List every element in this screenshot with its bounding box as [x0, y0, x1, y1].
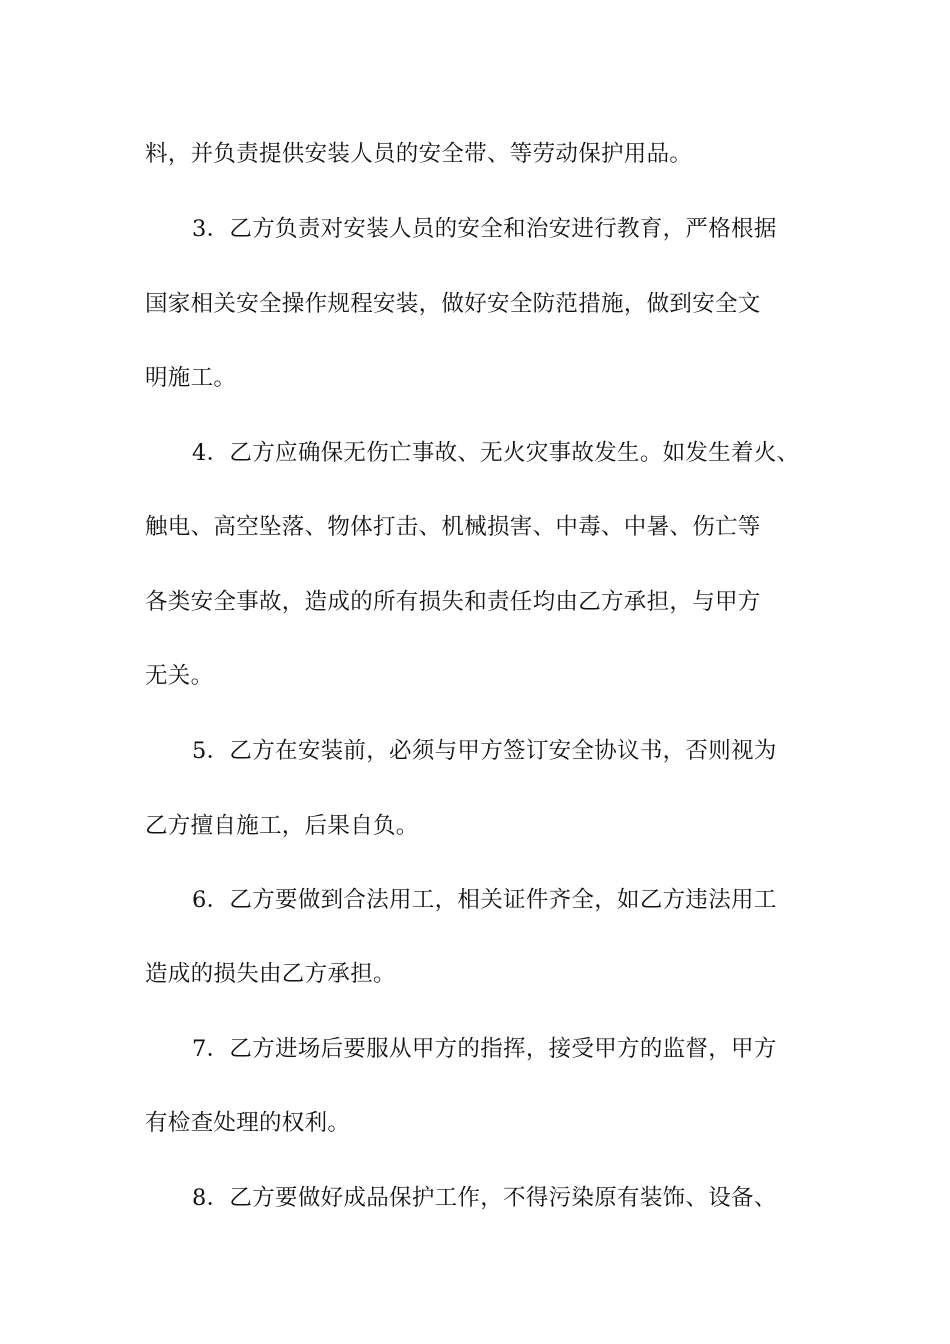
paragraph-line: 触电、高空坠落、物体打击、机械损害、中毒、中暑、伤亡等: [145, 514, 761, 540]
paragraph-line: 乙方擅自施工，后果自负。: [145, 813, 419, 839]
paragraph-line: 国家相关安全操作规程安装，做好安全防范措施，做到安全文: [145, 291, 761, 317]
paragraph-line: 6．乙方要做到合法用工，相关证件齐全，如乙方违法用工: [192, 887, 777, 913]
paragraph-line: 有检查处理的权利。: [145, 1110, 351, 1136]
paragraph-line: 各类安全事故，造成的所有损失和责任均由乙方承担，与甲方: [145, 589, 761, 615]
paragraph-line: 明施工。: [145, 365, 237, 391]
paragraph-line: 7．乙方进场后要服从甲方的指挥，接受甲方的监督，甲方: [192, 1036, 777, 1062]
paragraph-line: 8．乙方要做好成品保护工作，不得污染原有装饰、设备、: [192, 1185, 777, 1211]
paragraph-line: 料，并负责提供安装人员的安全带、等劳动保护用品。: [145, 141, 693, 167]
paragraph-line: 5．乙方在安装前，必须与甲方签订安全协议书，否则视为: [192, 738, 777, 764]
paragraph-line: 4．乙方应确保无伤亡事故、无火灾事故发生。如发生着火、: [192, 440, 800, 466]
paragraph-line: 无关。: [145, 663, 214, 689]
paragraph-line: 3．乙方负责对安装人员的安全和治安进行教育，严格根据: [192, 216, 777, 242]
paragraph-line: 造成的损失由乙方承担。: [145, 961, 396, 987]
